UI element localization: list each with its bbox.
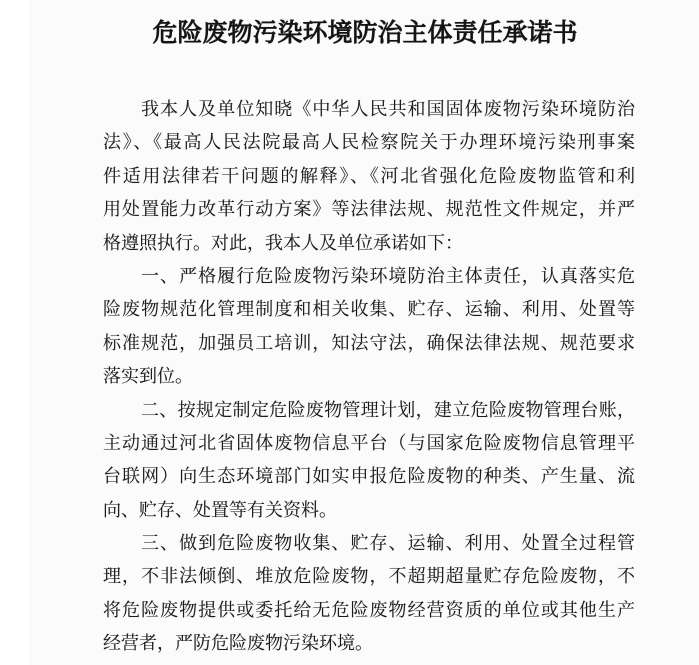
document-line: 经营者，严防危险废物污染环境。	[103, 633, 373, 654]
document-line: 用处置能力改革行动方案》等法律法规、规范性文件规定，并严	[103, 199, 635, 220]
document-line: 理，不非法倾倒、堆放危险废物，不超期超量贮存危险废物，不	[103, 566, 635, 587]
document-line: 法》、《最高人民法院最高人民检察院关于办理环境污染刑事案	[103, 132, 635, 153]
document-line: 将危险废物提供或委托给无危险废物经营资质的单位或其他生产	[103, 599, 635, 620]
document-line: 件适用法律若干问题的解释》、《河北省强化危险废物监管和利	[103, 165, 635, 186]
document-line: 台联网）向生态环境部门如实申报危险废物的种类、产生量、流	[103, 466, 635, 487]
page-left-margin	[0, 0, 29, 665]
document-line: 落实到位。	[103, 366, 193, 387]
document-line: 一、严格履行危险废物污染环境防治主体责任，认真落实危	[141, 265, 635, 286]
document-body	[103, 93, 635, 661]
document-line: 向、贮存、处置等有关资料。	[103, 499, 337, 520]
document-title: 危险废物污染环境防治主体责任承诺书	[152, 20, 578, 47]
document-line: 主动通过河北省固体废物信息平台（与国家危险废物信息管理平	[103, 432, 635, 453]
document-line: 我本人及单位知晓《中华人民共和国固体废物污染环境防治	[141, 99, 635, 119]
document-line: 二、按规定制定危险废物管理计划，建立危险废物管理台账，	[141, 399, 635, 420]
document-line: 险废物规范化管理制度和相关收集、贮存、运输、利用、处置等	[103, 299, 635, 320]
document-line: 三、做到危险废物收集、贮存、运输、利用、处置全过程管	[141, 533, 635, 554]
document-line: 格遵照执行。对此，我本人及单位承诺如下：	[103, 232, 463, 253]
document-line: 标准规范，加强员工培训，知法守法，确保法律法规、规范要求	[103, 332, 635, 353]
